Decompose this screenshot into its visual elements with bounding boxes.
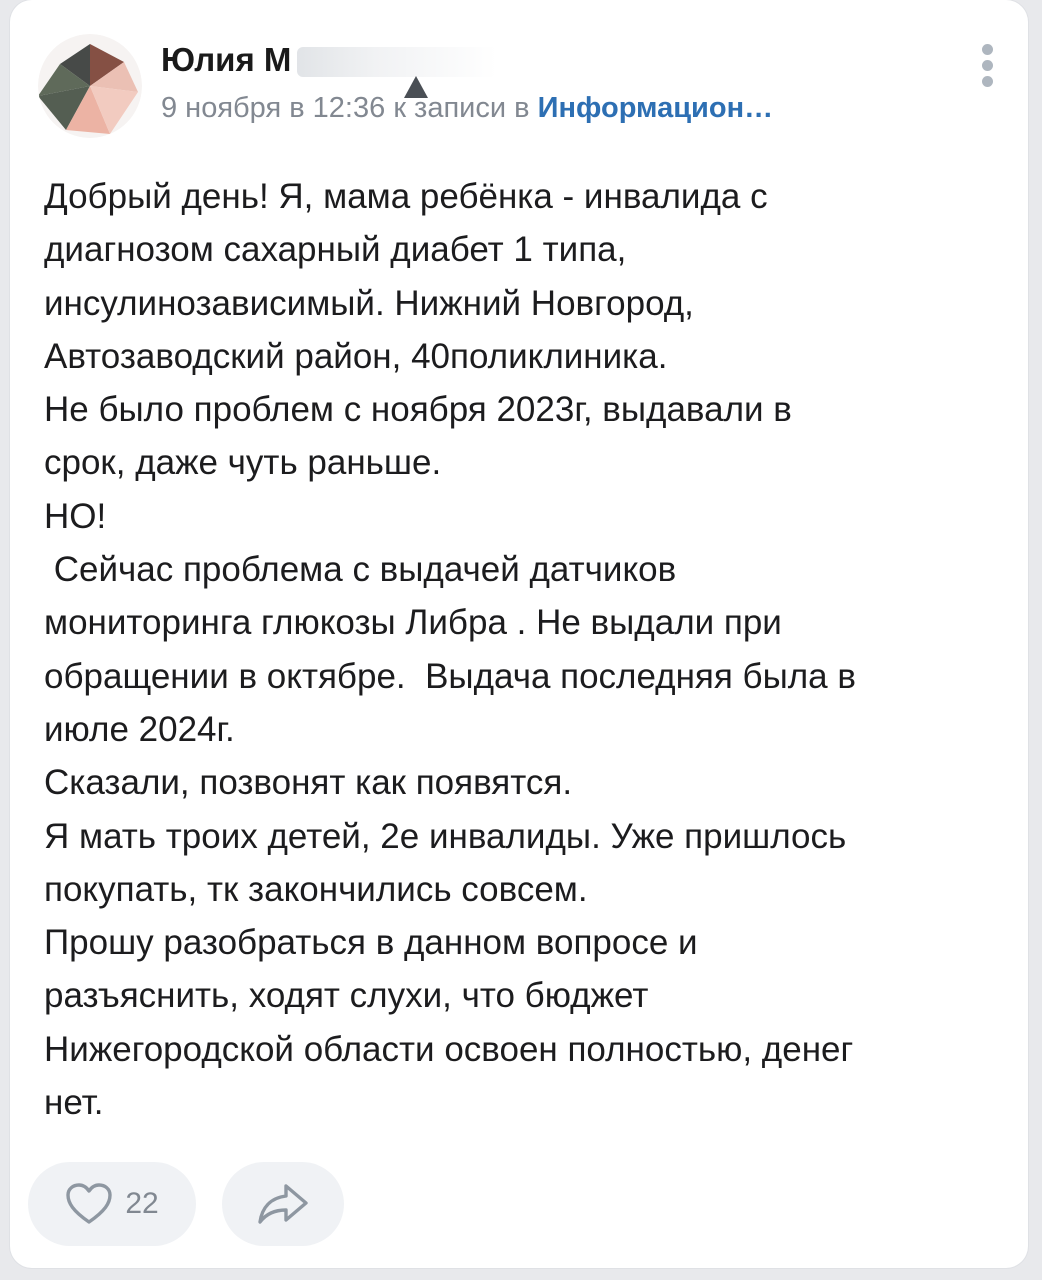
more-dot xyxy=(982,44,993,55)
avatar-image xyxy=(38,34,142,138)
post-text-line: Не было проблем с ноября 2023г, выдавали в xyxy=(44,390,792,430)
author-name[interactable] xyxy=(161,38,497,82)
more-dot xyxy=(982,60,993,71)
post-text-line: диагнозом сахарный диабет 1 типа, xyxy=(44,230,627,270)
more-vertical-icon[interactable] xyxy=(972,44,1002,94)
post-text-line: Сказали, позвонят как появятся. xyxy=(44,763,573,803)
post-text-line: Нижегородской области освоен полностью, денег xyxy=(44,1029,854,1069)
post-text-line: обращении в октябре. Выдача последняя была в xyxy=(44,656,856,696)
post-text-line: разъяснить, ходят слухи, что бюджет xyxy=(44,976,649,1016)
post-text-line: нет. xyxy=(44,1083,104,1123)
post-text-line: Добрый день! Я, мама ребёнка - инвалида с xyxy=(44,177,768,216)
author-name-blur xyxy=(297,47,497,77)
share-arrow-icon xyxy=(256,1181,310,1227)
author-name-text: Юлия М xyxy=(161,41,292,78)
post-text-line: июле 2024г. xyxy=(44,709,235,749)
community-link[interactable]: Информацион… xyxy=(537,92,774,124)
pointer-cursor-icon xyxy=(404,76,428,98)
like-button[interactable] xyxy=(28,1162,196,1246)
post-body xyxy=(44,170,1004,1129)
post-text-line: Прошу разобраться в данном вопросе и xyxy=(44,923,698,963)
post-text-line: мониторинга глюкозы Либра . Не выдали при xyxy=(44,603,782,643)
post-text-line: покупать, тк закончились совсем. xyxy=(44,869,588,909)
post-text-line: НО! xyxy=(44,496,107,536)
post-card xyxy=(10,0,1028,1268)
post-date[interactable]: 9 ноября в 12:36 xyxy=(161,92,386,124)
post-text-line: инсулинозависимый. Нижний Новгород, xyxy=(44,283,694,323)
post-text-line: Я мать троих детей, 2е инвалиды. Уже пришлось xyxy=(44,816,847,856)
like-count: 22 xyxy=(125,1187,159,1220)
heart-icon xyxy=(65,1182,113,1226)
post-meta xyxy=(161,88,773,128)
post-text-line: Автозаводский район, 40поликлиника. xyxy=(44,336,668,376)
author-avatar[interactable] xyxy=(38,34,142,138)
more-dot xyxy=(982,76,993,87)
post-context-prefix: к записи в xyxy=(393,92,530,124)
post-text-line: Сейчас проблема с выдачей датчиков xyxy=(44,550,677,590)
post-text-line: срок, даже чуть раньше. xyxy=(44,443,442,483)
share-button[interactable] xyxy=(222,1162,344,1246)
